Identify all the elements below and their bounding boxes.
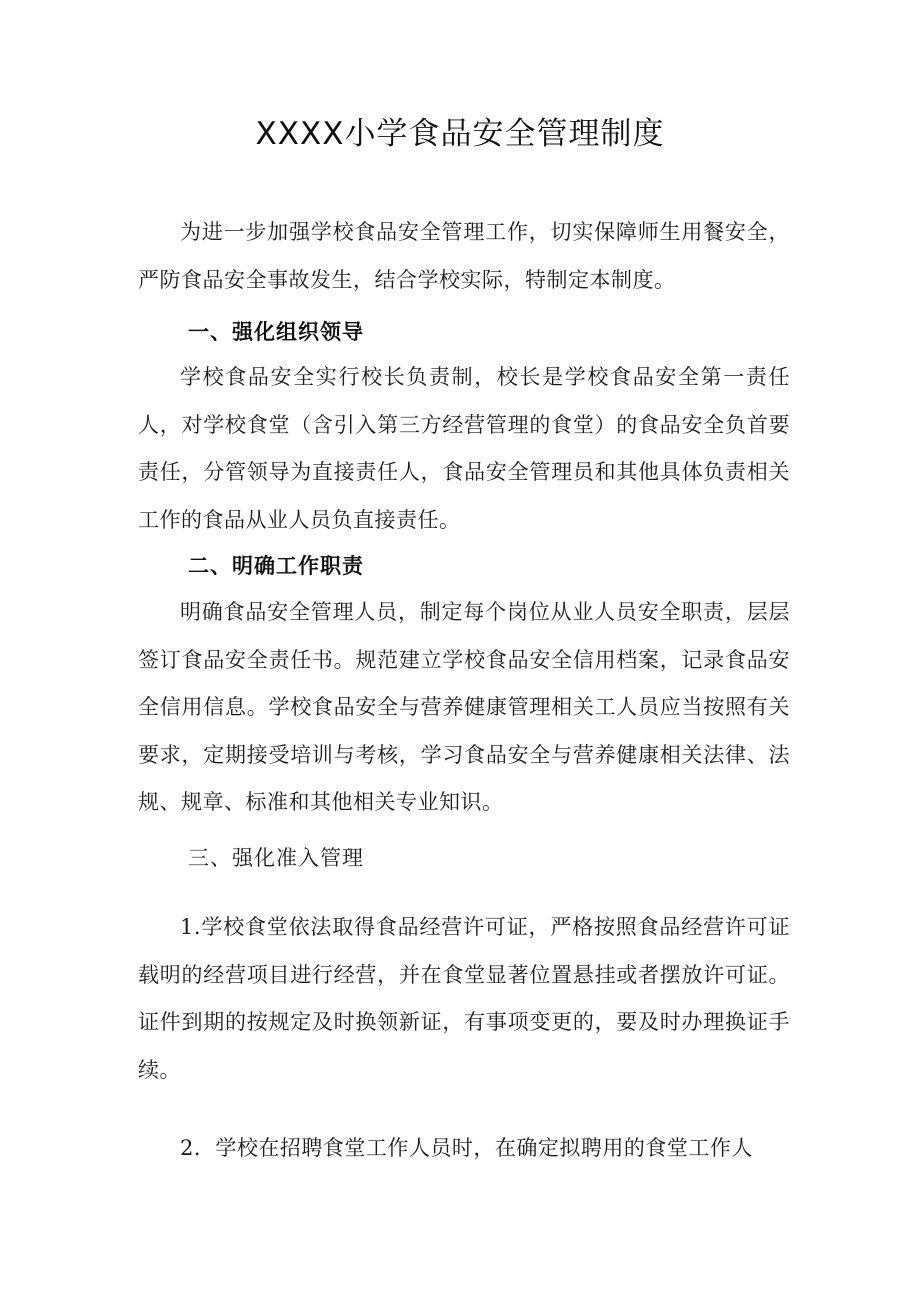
document-title: XXXX小学食品安全管理制度 (255, 116, 665, 152)
section-heading-1: 一、强化组织领导 (188, 320, 364, 344)
section-2-paragraph: 明确食品安全管理人员，制定每个岗位从业人员安全职责，层层签订食品安全责任书。规范建立学校食品安全信用档案，记录食品安全信用信息。学校食品安全与营养健康管理相关工人员应当按照有关要求，定期接受培训与考核，学习食品安全与营养健康相关法律、法规、规章、标准和其他相关专业知识。 (138, 600, 790, 814)
section-heading-2: 二、明确工作职责 (188, 554, 364, 578)
intro-paragraph: 为进一步加强学校食品安全管理工作，切实保障师生用餐安全，严防食品安全事故发生，结合学校实际，特制定本制度。 (138, 220, 790, 292)
section-1-paragraph: 学校食品安全实行校长负责制，校长是学校食品安全第一责任人，对学校食堂（含引入第三方经营管理的食堂）的食品安全负首要责任，分管领导为直接责任人，食品安全管理员和其他具体负责相关工作的食品从业人员负直接责任。 (138, 365, 790, 532)
section-3-item-2: 2．学校在招聘食堂工作人员时，在确定拟聘用的食堂工作人 (180, 1136, 753, 1160)
section-heading-3: 三、强化准入管理 (188, 846, 364, 870)
section-3-item-1: 1.学校食堂依法取得食品经营许可证，严格按照食品经营许可证载明的经营项目进行经营，并在食堂显著位置悬挂或者摆放许可证。证件到期的按规定及时换领新证，有事项变更的，要及时办理换证手续。 (138, 915, 790, 1082)
